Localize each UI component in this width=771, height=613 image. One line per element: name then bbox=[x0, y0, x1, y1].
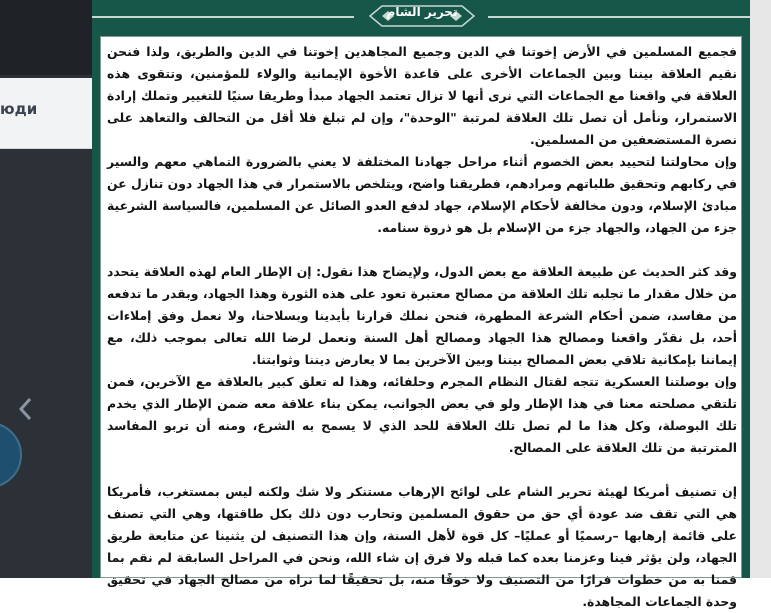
background-app-header bbox=[0, 0, 92, 75]
header-rule-left bbox=[92, 16, 354, 18]
document-paragraph: فجميع المسلمين في الأرض إخوتنا في الدين وجميع المجاهدين إخوتنا في الدين والطريق، ولذا فنحن نقيم العلاقة بيننا وبين الجماعات الأخرى على قاعدة الأخوة الإيمانية والولاء للمؤمنين، وتتقوى هذه العلاقة في واقعنا مع الجماعات التي نرى أنها لا تزال تعتمد الجهاد مبدأ وطريقا سنيًا للتغيير وتملك إرادة الاستمرار، ونأمل أن تصل تلك العلاقة لمرتبة "الوحدة"، وإن لم تبلغ فلا أقل من التحالف والتعاهد على نصرة المستضعفين من المسلمين. bbox=[107, 44, 737, 147]
background-right-strip bbox=[750, 0, 771, 578]
document-header bbox=[92, 0, 750, 34]
header-rule-right bbox=[488, 16, 750, 18]
background-menu-label: юди bbox=[0, 100, 38, 118]
document-paragraph: وإن محاولتنا لتحييد بعض الخصوم أثناء مراحل جهادنا المختلفة لا يعني بالضرورة التماهي معهم والسير في ركابهم وتحقيق طلباتهم ومرادهم، فطريقنا واضح، ويتلخص بالاستمرار في هذا الجهاد دون تنازل عن مبادئ الإسلام، ودون مخالفة لأحكام الإسلام، جهاد لدفع العدو الصائل عن المسلمين، فالسياسة الشرعية جزء من الجهاد، والجهاد جزء من الإسلام بل هو ذروة سنامه. bbox=[107, 154, 737, 235]
chevron-left-icon[interactable] bbox=[16, 395, 36, 423]
document-page bbox=[100, 36, 742, 609]
background-app-panel bbox=[0, 0, 92, 578]
document-frame bbox=[92, 0, 750, 609]
document-body bbox=[107, 41, 737, 613]
document-paragraph: وقد كثر الحديث عن طبيعة العلاقة مع بعض الدول، ولإيضاح هذا نقول: إن الإطار العام لهذه العلاقة يتحدد من خلال مقدار ما تجلبه تلك العلاقة من مصالح معتبرة تعود على هذه الثورة وهذا الجهاد، وبقدر ما تدفعه من مفاسد، ضمن أحكام الشرعة المطهرة، فنحن نملك قرارنا بأيدينا وبسلاحنا، ولا نعمل وفق إملاءات أحد، بل نقدّر واقعنا ومصالح هذا الجهاد ومصالح أهل السنة ونعمل لرضا الله تعالى بموجب ذلك، مع إيماننا بإمكانية تلاقي بعض المصالح بيننا وبين الآخرين بما لا يعارض ديننا وثوابتنا. bbox=[107, 264, 737, 367]
background-menu-item[interactable] bbox=[0, 78, 92, 149]
document-paragraph: وإن بوصلتنا العسكرية تتجه لقتال النظام المجرم وحلفائه، وهذا له تعلق كبير بالعلاقة مع الآخرين، فمن تلتقي مصلحته معنا في هذا الإطار ولو في بعض الجوانب، يمكن بناء علاقة معه ضمن الإطار الذي يخدم تلك البوصلة، وكل هذا ما لم تصل تلك العلاقة للحد الذي لا يسمح به الشرع، ومنه أن تربو المفاسد المترتبة من تلك العلاقة على المصالح. bbox=[107, 374, 737, 455]
document-paragraph: إن تصنيف أمريكا لهيئة تحرير الشام على لوائح الإرهاب مستنكر ولا شك ولكنه ليس بمستغرب، فأمريكا هي التي تقف ضد عودة أي حق من حقوق المسلمين وتحارب دون ذلك بكل طاقتها، وهي التي تصنف على قائمة إرهابها –رسميًا أو عمليًا– كل قوة لأهل السنة، وإن هذا التصنيف لن يثنينا عن متابعة طريق الجهاد، ولن يؤثر فينا وعزمنا بعده كما قبله ولا فرق إن شاء الله، ونحن في المراحل السابقة لم نقم بما قمنا به من خطوات فرارًا من التصنيف ولا خوفًا منه، بل تحقيقًا لما نراه من مصالح الجهاد في تحقيق وحدة الجماعات المجاهدة. bbox=[107, 484, 737, 609]
document-title: تحرير الشام bbox=[386, 5, 458, 19]
floating-action-button[interactable] bbox=[0, 422, 22, 488]
